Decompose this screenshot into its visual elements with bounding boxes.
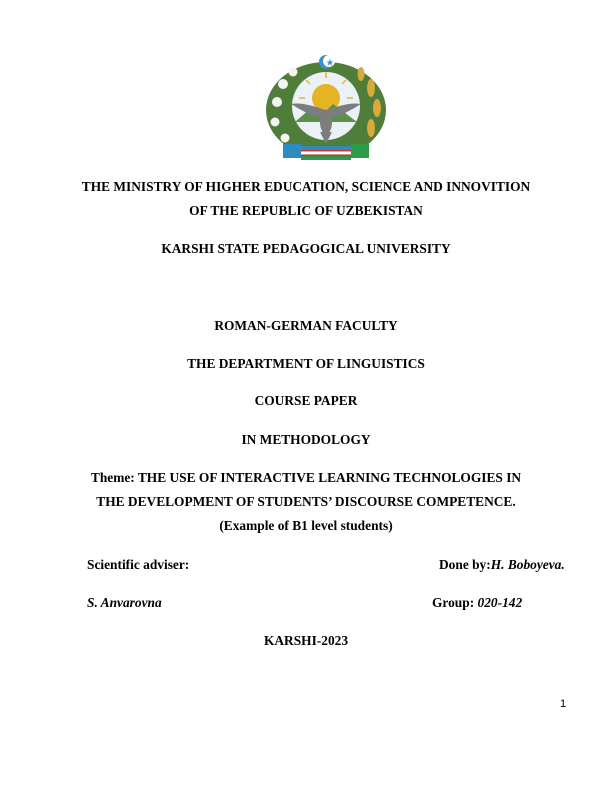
flag-ribbon [283,144,369,160]
faculty-name: ROMAN-GERMAN FACULTY [214,318,398,333]
group-block [432,595,522,611]
state-emblem-icon [263,52,389,162]
page-number: 1 [560,698,567,710]
group-value: 020-142 [477,595,523,610]
done-by-block [439,557,565,573]
city-year: KARSHI-2023 [263,633,349,648]
paper-type: COURSE PAPER [254,393,358,408]
done-by-label: Done by: [439,557,491,572]
subject-line: IN METHODOLOGY [241,432,371,447]
adviser-label: Scientific adviser: [87,557,190,572]
done-by-name: H. Boboyeva. [490,557,565,572]
adviser-name: S. Anvarovna [87,595,162,610]
group-label: Group: [432,595,475,610]
theme-line2: THE DEVELOPMENT OF STUDENTS’ DISCOURSE COMPETENCE. [96,494,516,509]
example-note: (Example of B1 level students) [219,518,393,533]
ministry-title-line1: THE MINISTRY OF HIGHER EDUCATION, SCIENCE AND INNOVITION [81,179,531,194]
ministry-title-line2: OF THE REPUBLIC OF UZBEKISTAN [189,203,423,218]
theme-line1: Theme: THE USE OF INTERACTIVE LEARNING TECHNOLOGIES IN [90,470,522,485]
university-name: KARSHI STATE PEDAGOGICAL UNIVERSITY [161,241,451,256]
department-name: THE DEPARTMENT OF LINGUISTICS [187,356,425,371]
